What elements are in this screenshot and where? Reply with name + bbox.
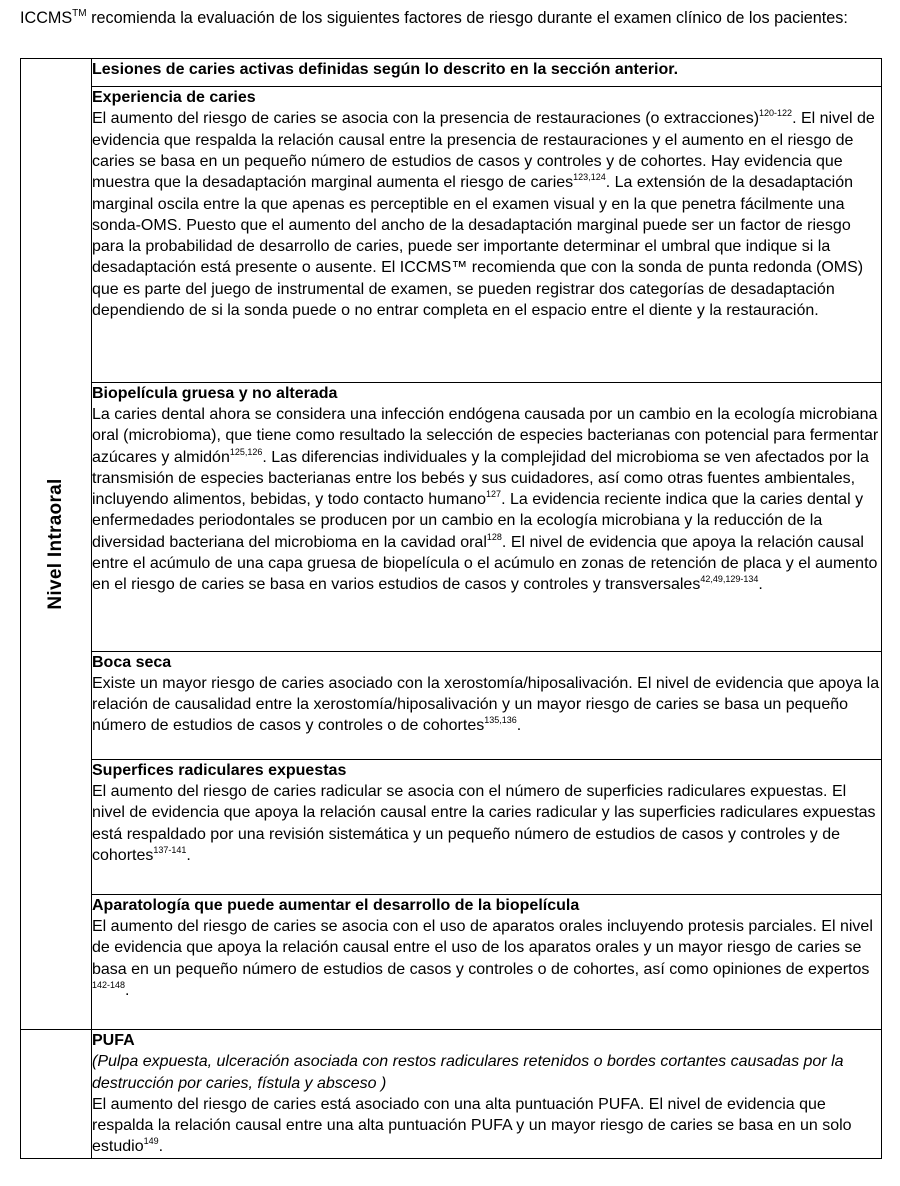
text-segment: . El nivel de evidencia que respalda la relación causal entre la presencia de restauraciones y el aumento en el riesgo de caries se basa en un pequeño número de estudios de casos y controles y de cohortes. Hay evidencia que muestra que la desadaptación marginal aumenta el riesgo de caries bbox=[92, 110, 875, 192]
text-segment: . Las diferencias individuales y la complejidad del microbioma se ven afectados por la transmisión de especies bacterianas entre los bebés y sus cuidadores, así como otras fuentes ambientales, incluyendo alimentos, bebidas, y todo contacto humano bbox=[92, 448, 869, 509]
paragraph-biopelicula bbox=[92, 404, 881, 596]
text-segment: . bbox=[186, 847, 191, 865]
citation-superscript: 42,49,129-134 bbox=[700, 574, 759, 585]
side-label-cell bbox=[21, 59, 92, 1030]
intro-text-end: recomienda la evaluación de los siguientes factores de riesgo durante el examen clínico de los pacientes: bbox=[86, 9, 848, 27]
text-segment: . bbox=[158, 1138, 164, 1156]
citation-superscript: 142-148 bbox=[92, 980, 126, 991]
row-biopelicula bbox=[21, 382, 882, 651]
text-segment: . bbox=[516, 717, 522, 735]
heading-experiencia: Experiencia de caries bbox=[92, 89, 256, 107]
heading-radiculares: Superfices radiculares expuestas bbox=[92, 761, 347, 779]
cell-pufa bbox=[92, 1030, 882, 1159]
paragraph-radiculares bbox=[92, 781, 881, 866]
row-boca-seca bbox=[21, 651, 882, 759]
cell-experiencia bbox=[92, 87, 882, 383]
text-segment: . bbox=[758, 576, 763, 594]
text-segment: La caries dental ahora se considera una infección endógena causada por un cambio en la ecología microbiana oral (microbioma), que tiene como resultado la selección de especies bacterianas con potencial para fermentar azúcares y almidón bbox=[92, 405, 879, 466]
heading-aparatologia: Aparatología que puede aumentar el desarrollo de la biopelícula bbox=[92, 896, 580, 914]
intro-paragraph bbox=[20, 8, 890, 28]
cell-aparatologia bbox=[92, 894, 882, 1029]
citation-superscript: 125,126 bbox=[229, 446, 263, 457]
citation-superscript: 123,124 bbox=[573, 172, 606, 183]
citation-superscript: 128 bbox=[486, 531, 502, 542]
text-segment: . La evidencia reciente indica que la caries dental y enfermedades periodontales se producen por un cambio en la ecología microbiana y la reducción de la diversidad bacteriana del microbioma en la cavidad oral bbox=[92, 491, 864, 551]
intro-text-start: ICCMS bbox=[20, 9, 73, 27]
citation-superscript: 120-122 bbox=[759, 108, 793, 119]
row-pufa bbox=[21, 1030, 882, 1159]
heading-caries-activas: Lesiones de caries activas definidas según lo descrito en la sección anterior. bbox=[92, 61, 679, 78]
text-segment: El aumento del riesgo de caries se asocia con el uso de aparatos orales incluyendo protesis parciales. El nivel de evidencia que apoya la relación causal entre el uso de los aparatos orales y un mayor riesgo de caries se basa en un pequeño número de estudios de casos y controles o de cohortes, así como opiniones de expertos bbox=[92, 918, 873, 978]
cell-radiculares bbox=[92, 759, 882, 894]
row-aparatologia bbox=[21, 894, 882, 1029]
text-segment: El aumento del riesgo de caries radicular se asocia con el número de superficies radiculares expuestas. El nivel de evidencia que apoya la relación causal entre la caries radicular y las superficies radiculares expuestas está respaldado por una revisión sistemática y un pequeño número de estudios de casos y controles y de cohortes bbox=[92, 783, 876, 865]
cell-caries-activas bbox=[92, 59, 882, 87]
paragraph-boca-seca bbox=[92, 673, 881, 737]
text-segment: El aumento del riesgo de caries está asociado con una alta puntuación PUFA. El nivel de evidencia que respalda la relación causal entre una alta puntuación PUFA y un mayor riesgo de caries se basa en un solo estudio bbox=[92, 1095, 852, 1156]
text-segment: . La extensión de la desadaptación marginal oscila entre la que apenas es perceptible en el examen visual y en la que penetra fácilmente una sonda-OMS. Puesto que el aumento del ancho de la desadaptación marginal puede ser un factor de riesgo para la probabilidad de desarrollo de caries, puede ser importante determinar el umbral que indique si la desadaptación está presente o ausente. El ICCMS™ recomienda que con la sonda de punta redonda (OMS) que es parte del juego de instrumental de examen, se pueden registrar dos categorías de desadaptación dependiendo de si la sonda puede o no entrar completa en el espacio entre el diente y la restauración. bbox=[92, 174, 864, 319]
row-experiencia bbox=[21, 87, 882, 383]
citation-superscript: 135,136 bbox=[484, 715, 517, 726]
risk-factors-table bbox=[20, 58, 882, 1159]
cell-boca-seca bbox=[92, 651, 882, 759]
citation-superscript: 127 bbox=[486, 489, 502, 500]
cell-biopelicula bbox=[92, 382, 882, 651]
text-segment: Existe un mayor riesgo de caries asociado con la xerostomía/hiposalivación. El nivel de evidencia que apoya la relación de causalidad entre la xerostomía/hiposalivación y un mayor riesgo de caries se basa un pequeño número de estudios de casos y controles o de cohortes bbox=[92, 674, 880, 735]
pufa-definition: (Pulpa expuesta, ulceración asociada con restos radiculares retenidos o bordes cortantes causadas por la destrucción por caries, fístula y absceso ) bbox=[92, 1053, 844, 1092]
row-radiculares bbox=[21, 759, 882, 894]
text-segment: El aumento del riesgo de caries se asocia con la presencia de restauraciones (o extracciones) bbox=[92, 110, 760, 128]
paragraph-experiencia bbox=[92, 108, 881, 321]
paragraph-pufa bbox=[92, 1094, 881, 1158]
row-caries-activas bbox=[21, 59, 882, 87]
text-segment: . El nivel de evidencia que apoya la relación causal entre el acúmulo de una capa gruesa de biopelícula o el acúmulo en zonas de retención de placa y el aumento en el riesgo de caries se basa en varios estudios de casos y controles y transversales bbox=[92, 533, 878, 594]
citation-superscript: 137-141 bbox=[153, 845, 187, 856]
paragraph-aparatologia bbox=[92, 916, 881, 1001]
heading-boca-seca: Boca seca bbox=[92, 653, 172, 671]
heading-pufa: PUFA bbox=[92, 1032, 135, 1049]
side-empty-cell bbox=[21, 1030, 92, 1159]
trademark-superscript: TM bbox=[72, 8, 87, 19]
citation-superscript: 149 bbox=[143, 1136, 159, 1147]
side-label-nivel-intraoral: Nivel Intraoral bbox=[45, 478, 66, 610]
text-segment: . bbox=[125, 982, 130, 1000]
heading-biopelicula: Biopelícula gruesa y no alterada bbox=[92, 384, 338, 402]
